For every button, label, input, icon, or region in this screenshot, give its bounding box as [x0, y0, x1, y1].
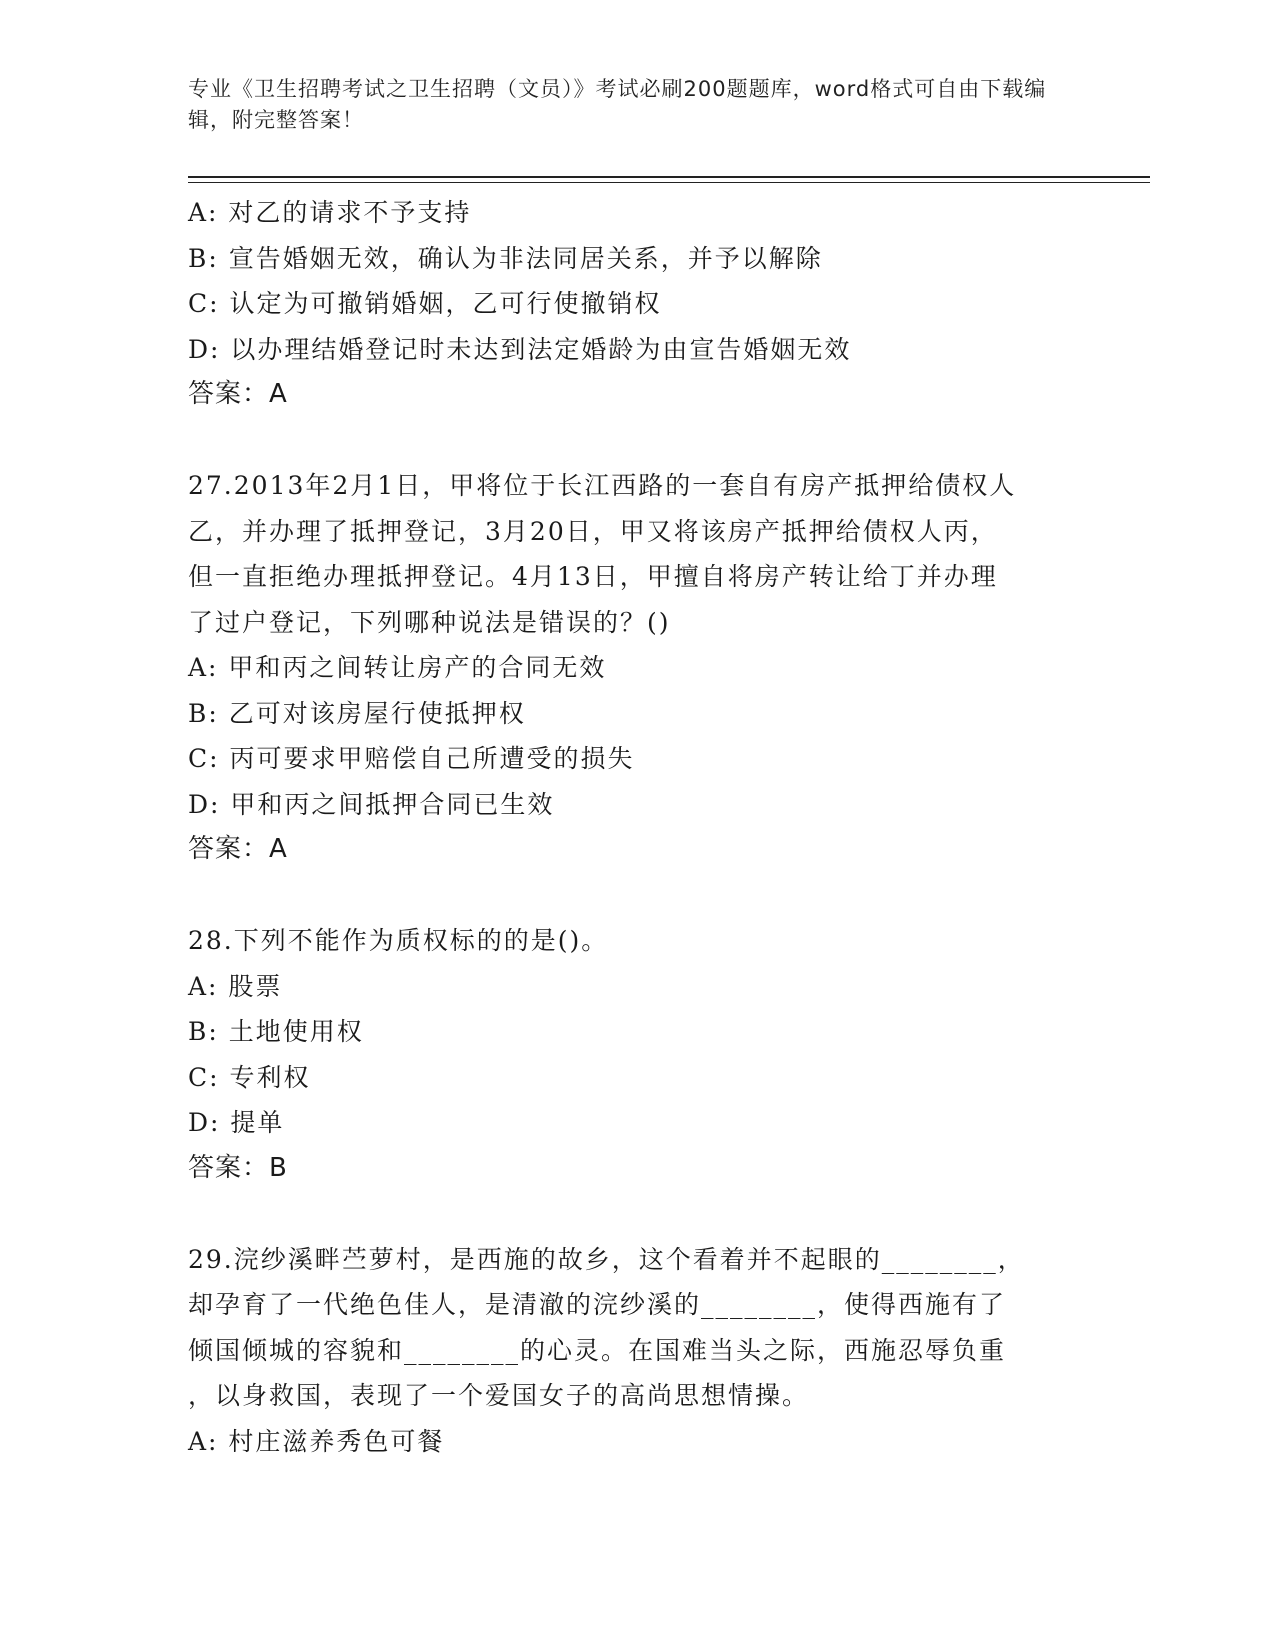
answer: 答案：B — [188, 1152, 288, 1183]
spacer — [188, 1191, 1088, 1237]
option-b: B: 宣告婚姻无效，确认为非法同居关系，并予以解除 — [188, 243, 823, 273]
option-d: D: 以办理结婚登记时未达到法定婚龄为由宣告婚姻无效 — [188, 334, 852, 364]
option-a: A: 对乙的请求不予支持 — [188, 198, 472, 227]
question-text-line: 了过户登记，下列哪种说法是错误的？() — [188, 607, 671, 637]
answer: 答案：A — [188, 834, 288, 864]
header-rule-thin — [188, 182, 1150, 183]
document-body — [188, 190, 1088, 1464]
option-d: D: 甲和丙之间抵押合同已生效 — [188, 789, 555, 819]
question-28 — [188, 918, 1088, 1191]
question-26 — [188, 190, 1088, 418]
spacer — [188, 873, 1088, 919]
question-text-line: 28.下列不能作为质权标的的是()。 — [188, 926, 609, 955]
option-c: C: 专利权 — [188, 1062, 311, 1092]
option-b: B: 乙可对该房屋行使抵押权 — [188, 698, 526, 728]
question-text-line: 乙，并办理了抵押登记，3月20日，甲又将该房产抵押给债权人丙， — [188, 516, 998, 546]
option-a: A: 村庄滋养秀色可餐 — [188, 1426, 445, 1456]
document-header — [188, 74, 1068, 136]
option-d: D: 提单 — [188, 1108, 285, 1137]
question-27 — [188, 463, 1088, 873]
question-text-line: 27.2013年2月1日，甲将位于长江西路的一套自有房产抵押给债权人 — [188, 471, 1017, 500]
option-b: B: 土地使用权 — [188, 1017, 364, 1046]
answer: 答案：A — [188, 379, 288, 409]
question-text-line: ，以身救国，表现了一个爱国女子的高尚思想情操。 — [188, 1381, 810, 1410]
spacer — [188, 418, 1088, 464]
question-text-line: 却孕育了一代绝色佳人，是清澈的浣纱溪的________，使得西施有了 — [188, 1290, 1007, 1319]
question-text-line: 29.浣纱溪畔苎萝村，是西施的故乡，这个看着并不起眼的________， — [188, 1244, 1025, 1274]
option-a: A: 甲和丙之间转让房产的合同无效 — [188, 653, 607, 682]
option-c: C: 认定为可撤销婚姻，乙可行使撤销权 — [188, 289, 662, 318]
header-text: 专业《卫生招聘考试之卫生招聘（文员）》考试必刷200题题库，word格式可自由下载编辑，附完整答案！ — [188, 77, 1047, 132]
header-rule-thick — [188, 176, 1150, 178]
question-text-line: 但一直拒绝办理抵押登记。4月13日，甲擅自将房产转让给丁并办理 — [188, 562, 998, 591]
option-a: A: 股票 — [188, 971, 283, 1001]
option-c: C: 丙可要求甲赔偿自己所遭受的损失 — [188, 744, 635, 773]
question-text-line: 倾国倾城的容貌和________的心灵。在国难当头之际，西施忍辱负重 — [188, 1335, 1007, 1365]
question-29 — [188, 1237, 1088, 1465]
